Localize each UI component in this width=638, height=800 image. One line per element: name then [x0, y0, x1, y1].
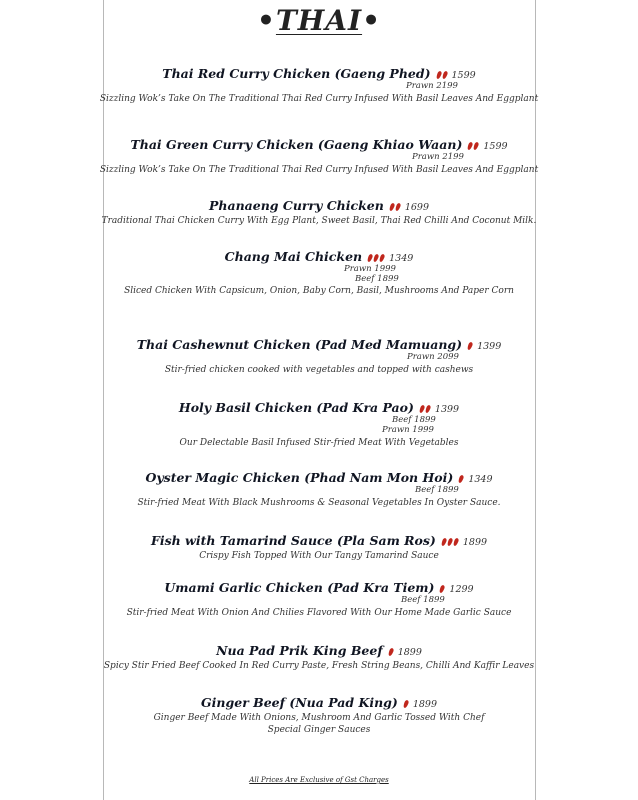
chili-pepper-icon: [447, 537, 454, 546]
footer-text: All Prices Are Exclusive of Gst Charges: [249, 776, 389, 784]
menu-item: [0, 337, 638, 375]
chili-pepper-icon: [419, 404, 426, 413]
chili-pepper-icon: [453, 537, 460, 546]
menu-item: [0, 643, 638, 671]
menu-section-heading: [0, 4, 638, 37]
spice-level: [457, 470, 463, 485]
spice-level: [466, 137, 478, 152]
spice-level: [440, 533, 458, 548]
menu-item-name: Thai Cashewnut Chicken (Pad Med Mamuang): [136, 337, 463, 352]
menu-item-name: Thai Green Curry Chicken (Gaeng Khiao Waan): [130, 137, 463, 152]
menu-item-description: Spicy Stir Fried Beef Cooked In Red Curry Paste, Fresh String Beans, Chilli And Kaffir Leaves: [103, 661, 535, 671]
heading-bullet-left: •: [257, 4, 276, 37]
menu-item-variant-price: Beef 1899: [392, 415, 436, 425]
spice-level: [438, 580, 444, 595]
spice-level: [402, 695, 408, 710]
menu-item-price: 1899: [397, 647, 422, 658]
chili-pepper-icon: [439, 584, 446, 593]
menu-item-description: Ginger Beef Made With Onions, Mushroom And Garlic Tossed With Chef: [153, 713, 485, 723]
menu-item-title-line: [0, 580, 638, 595]
menu-item-price: 1699: [404, 202, 430, 213]
menu-item-variant-price: Prawn 2199: [412, 152, 464, 162]
menu-item-title-line: [0, 337, 638, 352]
menu-item-price: 1399: [477, 341, 502, 352]
menu-item-name: Umami Garlic Chicken (Pad Kra Tiem): [164, 580, 435, 595]
chili-pepper-icon: [458, 474, 465, 483]
menu-item-price: 1349: [389, 253, 414, 264]
menu-item-variant-price: Prawn 2199: [406, 81, 458, 91]
menu-item-description: Sizzling Wok’s Take On The Traditional Thai Red Curry Infused With Basil Leaves And Eggplant: [99, 165, 539, 175]
menu-item: [0, 695, 638, 735]
chili-pepper-icon: [394, 202, 401, 211]
chili-pepper-icon: [435, 70, 442, 79]
menu-item: [0, 66, 638, 104]
menu-item-price: 1599: [483, 141, 508, 152]
spice-level: [466, 337, 472, 352]
chili-pepper-icon: [441, 70, 448, 79]
menu-item-description: Our Delectable Basil Infused Stir-fried Meat With Vegetables: [179, 438, 459, 448]
menu-item-variant-price: Prawn 1999: [382, 425, 434, 435]
menu-item-description: Crispy Fish Topped With Our Tangy Tamarind Sauce: [199, 551, 439, 561]
chili-pepper-icon: [467, 341, 474, 350]
chili-pepper-icon: [388, 202, 395, 211]
menu-item-description: Traditional Thai Chicken Curry With Egg Plant, Sweet Basil, Thai Red Chilli And Coconut Milk.: [101, 216, 537, 226]
heading-bullet-right: •: [362, 4, 381, 37]
menu-item-name: Nua Pad Prik King Beef: [216, 643, 383, 658]
menu-item-description: Sliced Chicken With Capsicum, Onion, Baby Corn, Basil, Mushrooms And Paper Corn: [124, 286, 514, 296]
menu-item-title-line: [0, 137, 638, 152]
menu-item-title-line: [0, 533, 638, 548]
menu-item-variant-price: Beef 1899: [355, 274, 399, 284]
menu-item-price: 1399: [434, 404, 460, 415]
menu-item-name: Ginger Beef (Nua Pad King): [200, 695, 398, 710]
chili-pepper-icon: [379, 253, 386, 262]
menu-item-price: 1899: [412, 699, 438, 710]
heading-title: THAI: [275, 4, 363, 37]
menu-item: [0, 249, 638, 296]
chili-pepper-icon: [402, 699, 409, 708]
menu-item-price: 1599: [451, 70, 476, 81]
menu-item-title-line: [0, 400, 638, 415]
menu-item: [0, 400, 638, 448]
menu-item: [0, 470, 638, 508]
menu-item-name: Thai Red Curry Chicken (Gaeng Phed): [162, 66, 431, 81]
menu-item-title-line: [0, 249, 638, 264]
menu-item-title-line: [0, 643, 638, 658]
menu-item-name: Chang Mai Chicken: [224, 249, 363, 264]
spice-level: [366, 249, 384, 264]
menu-item-variant-price: Beef 1899: [415, 485, 459, 495]
spice-level: [387, 643, 393, 658]
spice-level: [418, 400, 430, 415]
menu-item-name: Phanaeng Curry Chicken: [208, 198, 384, 213]
chili-pepper-icon: [441, 537, 448, 546]
chili-pepper-icon: [425, 404, 432, 413]
menu-item-variant-price: Prawn 2099: [407, 352, 459, 362]
menu-item: [0, 137, 638, 175]
menu-item-description: Stir-fried Meat With Black Mushrooms & Seasonal Vegetables In Oyster Sauce.: [137, 498, 501, 508]
menu-item-variant-price: Beef 1899: [401, 595, 445, 605]
chili-pepper-icon: [387, 647, 394, 656]
spice-level: [435, 66, 447, 81]
spice-level: [388, 198, 400, 213]
menu-item-variant-price: Prawn 1999: [344, 264, 396, 274]
menu-item: [0, 533, 638, 561]
menu-item-title-line: [0, 66, 638, 81]
menu-item-description: Special Ginger Sauces: [267, 725, 371, 735]
menu-item-description: Stir-fried chicken cooked with vegetables and topped with cashews: [164, 365, 474, 375]
menu-item: [0, 198, 638, 226]
menu-item-title-line: [0, 470, 638, 485]
menu-item-title-line: [0, 198, 638, 213]
menu-item-price: 1299: [449, 584, 474, 595]
menu-item-name: Holy Basil Chicken (Pad Kra Pao): [178, 400, 414, 415]
menu-item-price: 1349: [468, 474, 493, 485]
menu-item-title-line: [0, 695, 638, 710]
menu-item-description: Stir-fried Meat With Onion And Chilies Flavored With Our Home Made Garlic Sauce: [126, 608, 512, 618]
chili-pepper-icon: [473, 141, 480, 150]
footer-note: [0, 776, 638, 784]
menu-item: [0, 580, 638, 618]
menu-item-name: Fish with Tamarind Sauce (Pla Sam Ros): [150, 533, 436, 548]
menu-item-name: Oyster Magic Chicken (Phad Nam Mon Hoi): [145, 470, 454, 485]
menu-item-price: 1899: [462, 537, 488, 548]
menu-item-description: Sizzling Wok’s Take On The Traditional Thai Red Curry Infused With Basil Leaves And Eggplant: [99, 94, 539, 104]
